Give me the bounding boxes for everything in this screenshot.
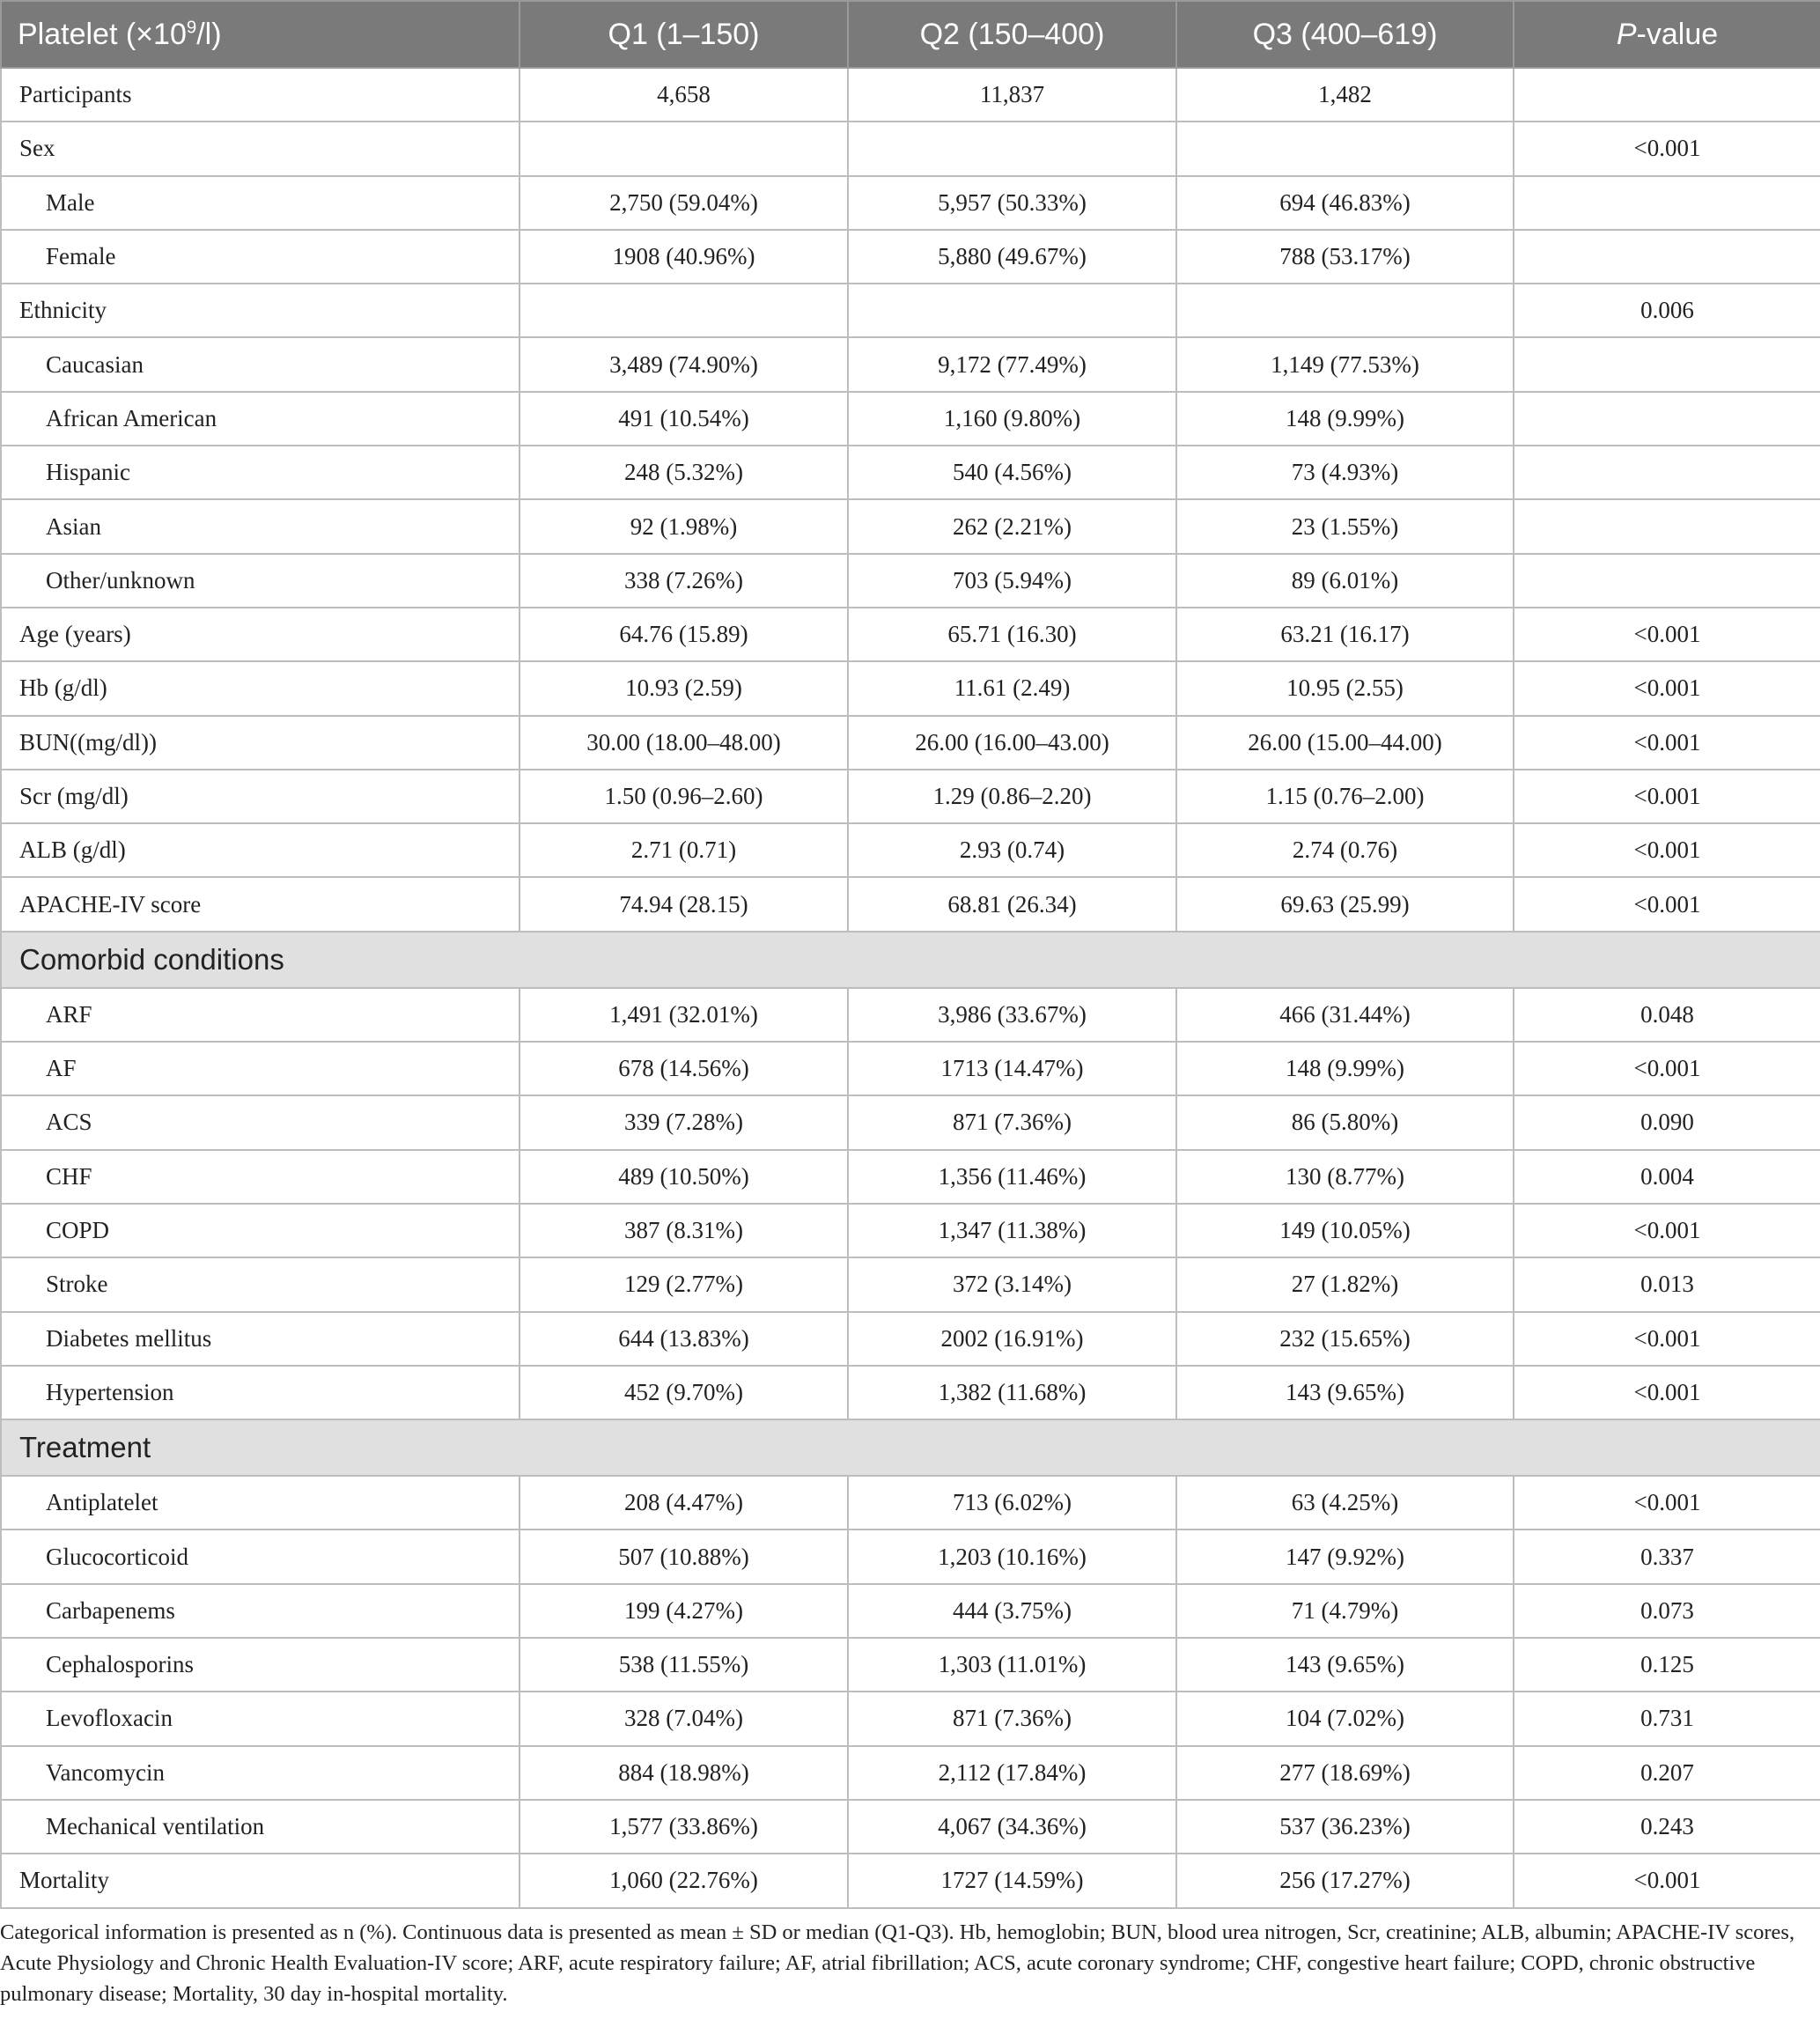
cell-p-value: <0.001 xyxy=(1514,1204,1820,1257)
cell-q1: 199 (4.27%) xyxy=(519,1584,848,1638)
cell-q2: 262 (2.21%) xyxy=(848,499,1176,553)
cell-p-value: <0.001 xyxy=(1514,1042,1820,1095)
cell-p-value: <0.001 xyxy=(1514,1854,1820,1907)
cell-q1: 338 (7.26%) xyxy=(519,554,848,608)
cell-q2: 2002 (16.91%) xyxy=(848,1312,1176,1366)
cell-q2: 26.00 (16.00–43.00) xyxy=(848,716,1176,770)
cell-q3: 788 (53.17%) xyxy=(1176,230,1514,284)
cell-q1: 491 (10.54%) xyxy=(519,392,848,446)
cell-q1: 1,491 (32.01%) xyxy=(519,988,848,1042)
cell-p-value xyxy=(1514,230,1820,284)
row-label: ACS xyxy=(1,1095,519,1149)
cell-q1: 129 (2.77%) xyxy=(519,1257,848,1311)
cell-q1: 339 (7.28%) xyxy=(519,1095,848,1149)
table-row xyxy=(1,1638,1820,1692)
cell-q1: 64.76 (15.89) xyxy=(519,608,848,661)
table-row xyxy=(1,1312,1820,1366)
table-header-row xyxy=(1,1,1820,68)
cell-q1: 884 (18.98%) xyxy=(519,1746,848,1800)
row-label: Other/unknown xyxy=(1,554,519,608)
cell-q1: 248 (5.32%) xyxy=(519,446,848,499)
cell-q1: 452 (9.70%) xyxy=(519,1366,848,1419)
cell-q1: 30.00 (18.00–48.00) xyxy=(519,716,848,770)
cell-q2: 1,303 (11.01%) xyxy=(848,1638,1176,1692)
cell-q1: 328 (7.04%) xyxy=(519,1692,848,1745)
cell-q3: 147 (9.92%) xyxy=(1176,1529,1514,1583)
row-label: Hispanic xyxy=(1,446,519,499)
row-label: Mechanical ventilation xyxy=(1,1800,519,1854)
table-row xyxy=(1,1476,1820,1529)
row-label: Levofloxacin xyxy=(1,1692,519,1745)
row-label: Hypertension xyxy=(1,1366,519,1419)
row-label: APACHE-IV score xyxy=(1,877,519,931)
cell-p-value: 0.073 xyxy=(1514,1584,1820,1638)
row-label: BUN((mg/dl)) xyxy=(1,716,519,770)
cell-q2: 372 (3.14%) xyxy=(848,1257,1176,1311)
cell-q3: 143 (9.65%) xyxy=(1176,1638,1514,1692)
table-row xyxy=(1,1204,1820,1257)
cell-q3: 277 (18.69%) xyxy=(1176,1746,1514,1800)
cell-q3: 63.21 (16.17) xyxy=(1176,608,1514,661)
table-row xyxy=(1,284,1820,337)
header-q2: Q2 (150–400) xyxy=(848,1,1176,68)
cell-p-value xyxy=(1514,499,1820,553)
cell-q1: 4,658 xyxy=(519,68,848,122)
cell-q1: 3,489 (74.90%) xyxy=(519,337,848,391)
cell-q2: 1,356 (11.46%) xyxy=(848,1150,1176,1204)
cell-p-value: <0.001 xyxy=(1514,661,1820,715)
cell-p-value xyxy=(1514,392,1820,446)
row-label: Hb (g/dl) xyxy=(1,661,519,715)
cell-q3: 23 (1.55%) xyxy=(1176,499,1514,553)
cell-q2 xyxy=(848,284,1176,337)
section-title: Treatment xyxy=(1,1419,1820,1476)
cell-q3: 104 (7.02%) xyxy=(1176,1692,1514,1745)
table-row xyxy=(1,823,1820,877)
cell-q2: 1,203 (10.16%) xyxy=(848,1529,1176,1583)
cell-p-value xyxy=(1514,176,1820,230)
cell-q3: 694 (46.83%) xyxy=(1176,176,1514,230)
cell-q2: 9,172 (77.49%) xyxy=(848,337,1176,391)
cell-q3: 148 (9.99%) xyxy=(1176,392,1514,446)
cell-q1: 1908 (40.96%) xyxy=(519,230,848,284)
table-row xyxy=(1,1746,1820,1800)
table-row xyxy=(1,337,1820,391)
cell-p-value: 0.090 xyxy=(1514,1095,1820,1149)
cell-q3: 148 (9.99%) xyxy=(1176,1042,1514,1095)
cell-q1: 2,750 (59.04%) xyxy=(519,176,848,230)
cell-p-value: <0.001 xyxy=(1514,770,1820,823)
cell-q2: 1,160 (9.80%) xyxy=(848,392,1176,446)
cell-q3: 27 (1.82%) xyxy=(1176,1257,1514,1311)
cell-q2: 703 (5.94%) xyxy=(848,554,1176,608)
cell-p-value: <0.001 xyxy=(1514,716,1820,770)
cell-q3 xyxy=(1176,122,1514,175)
cell-p-value xyxy=(1514,68,1820,122)
cell-q1 xyxy=(519,284,848,337)
cell-p-value: <0.001 xyxy=(1514,122,1820,175)
cell-q3: 232 (15.65%) xyxy=(1176,1312,1514,1366)
table-row xyxy=(1,988,1820,1042)
cell-q1: 92 (1.98%) xyxy=(519,499,848,553)
row-label: Ethnicity xyxy=(1,284,519,337)
row-label: Caucasian xyxy=(1,337,519,391)
cell-q2: 68.81 (26.34) xyxy=(848,877,1176,931)
cell-p-value: <0.001 xyxy=(1514,823,1820,877)
cell-q1: 538 (11.55%) xyxy=(519,1638,848,1692)
cell-q1: 489 (10.50%) xyxy=(519,1150,848,1204)
cell-q2: 540 (4.56%) xyxy=(848,446,1176,499)
table-row xyxy=(1,1150,1820,1204)
row-label: Scr (mg/dl) xyxy=(1,770,519,823)
cell-q2: 1.29 (0.86–2.20) xyxy=(848,770,1176,823)
cell-q3: 149 (10.05%) xyxy=(1176,1204,1514,1257)
cell-q3 xyxy=(1176,284,1514,337)
cell-p-value: 0.243 xyxy=(1514,1800,1820,1854)
table-row xyxy=(1,554,1820,608)
cell-q2: 5,880 (49.67%) xyxy=(848,230,1176,284)
cell-p-value: 0.207 xyxy=(1514,1746,1820,1800)
cell-q1: 2.71 (0.71) xyxy=(519,823,848,877)
table-row xyxy=(1,1692,1820,1745)
cell-q1: 678 (14.56%) xyxy=(519,1042,848,1095)
table-row xyxy=(1,1854,1820,1907)
row-label: Diabetes mellitus xyxy=(1,1312,519,1366)
cell-q1: 74.94 (28.15) xyxy=(519,877,848,931)
table-row xyxy=(1,1800,1820,1854)
cell-q1: 644 (13.83%) xyxy=(519,1312,848,1366)
cell-q3: 1,149 (77.53%) xyxy=(1176,337,1514,391)
cell-q2: 5,957 (50.33%) xyxy=(848,176,1176,230)
cell-q2: 444 (3.75%) xyxy=(848,1584,1176,1638)
cell-q1: 1,060 (22.76%) xyxy=(519,1854,848,1907)
cell-q3: 256 (17.27%) xyxy=(1176,1854,1514,1907)
table-row xyxy=(1,770,1820,823)
cell-q2: 1727 (14.59%) xyxy=(848,1854,1176,1907)
cell-p-value: 0.731 xyxy=(1514,1692,1820,1745)
row-label: ARF xyxy=(1,988,519,1042)
cell-q2: 1713 (14.47%) xyxy=(848,1042,1176,1095)
row-label: ALB (g/dl) xyxy=(1,823,519,877)
cell-q2: 1,382 (11.68%) xyxy=(848,1366,1176,1419)
cell-q3: 86 (5.80%) xyxy=(1176,1095,1514,1149)
cell-p-value xyxy=(1514,446,1820,499)
cell-q2: 871 (7.36%) xyxy=(848,1692,1176,1745)
cell-p-value: <0.001 xyxy=(1514,877,1820,931)
cell-q3: 89 (6.01%) xyxy=(1176,554,1514,608)
cell-p-value: <0.001 xyxy=(1514,1366,1820,1419)
cell-q1: 208 (4.47%) xyxy=(519,1476,848,1529)
table-row xyxy=(1,68,1820,122)
cell-q3: 466 (31.44%) xyxy=(1176,988,1514,1042)
cell-q2 xyxy=(848,122,1176,175)
cell-p-value: 0.004 xyxy=(1514,1150,1820,1204)
cell-q2: 11,837 xyxy=(848,68,1176,122)
cell-q3: 1,482 xyxy=(1176,68,1514,122)
cell-q2: 65.71 (16.30) xyxy=(848,608,1176,661)
cell-q1: 10.93 (2.59) xyxy=(519,661,848,715)
row-label: Antiplatelet xyxy=(1,1476,519,1529)
section-header-row xyxy=(1,932,1820,988)
cell-q2: 4,067 (34.36%) xyxy=(848,1800,1176,1854)
cell-q1: 1.50 (0.96–2.60) xyxy=(519,770,848,823)
row-label: Cephalosporins xyxy=(1,1638,519,1692)
cell-q3: 71 (4.79%) xyxy=(1176,1584,1514,1638)
cell-q3: 69.63 (25.99) xyxy=(1176,877,1514,931)
cell-q3: 1.15 (0.76–2.00) xyxy=(1176,770,1514,823)
table-row xyxy=(1,446,1820,499)
cell-q1: 1,577 (33.86%) xyxy=(519,1800,848,1854)
table-footnote: Categorical information is presented as n (%). Continuous data is presented as mean ± SD or median (Q1-Q3). Hb, hemoglobin; BUN, blood urea nitrogen, Scr, creatinine; ALB, albumin; APACHE-IV scores, Acute Physiology and Chronic Health Evaluation-IV score; ARF, acute respiratory failure; AF, atrial fibrillation; ACS, acute coronary syndrome; CHF, congestive heart failure; COPD, chronic obstructive pulmonary disease; Mortality, 30 day in-hospital mortality. xyxy=(0,1920,1795,2006)
row-label: African American xyxy=(1,392,519,446)
row-label: AF xyxy=(1,1042,519,1095)
row-label: Female xyxy=(1,230,519,284)
table-row xyxy=(1,1366,1820,1419)
table-row xyxy=(1,1584,1820,1638)
cell-q2: 2.93 (0.74) xyxy=(848,823,1176,877)
cell-p-value xyxy=(1514,554,1820,608)
header-p-value: P-value xyxy=(1514,1,1820,68)
cell-p-value: 0.125 xyxy=(1514,1638,1820,1692)
header-platelet: Platelet $(\times 10^9/l)$ xyxy=(1,1,519,68)
row-label: Asian xyxy=(1,499,519,553)
cell-p-value xyxy=(1514,337,1820,391)
table-row xyxy=(1,1529,1820,1583)
table-row xyxy=(1,122,1820,175)
cell-q3: 130 (8.77%) xyxy=(1176,1150,1514,1204)
cell-p-value: <0.001 xyxy=(1514,1312,1820,1366)
row-label: Mortality xyxy=(1,1854,519,1907)
row-label: Glucocorticoid xyxy=(1,1529,519,1583)
row-label: Carbapenems xyxy=(1,1584,519,1638)
cell-q2: 2,112 (17.84%) xyxy=(848,1746,1176,1800)
cell-p-value: 0.013 xyxy=(1514,1257,1820,1311)
cell-q2: 871 (7.36%) xyxy=(848,1095,1176,1149)
row-label: Participants xyxy=(1,68,519,122)
table-row xyxy=(1,608,1820,661)
cell-q2: 11.61 (2.49) xyxy=(848,661,1176,715)
table-row xyxy=(1,1257,1820,1311)
cell-p-value: <0.001 xyxy=(1514,1476,1820,1529)
cell-q1: 387 (8.31%) xyxy=(519,1204,848,1257)
row-label: Male xyxy=(1,176,519,230)
table-row xyxy=(1,877,1820,931)
cell-q3: 2.74 (0.76) xyxy=(1176,823,1514,877)
cell-q2: 3,986 (33.67%) xyxy=(848,988,1176,1042)
cell-p-value: 0.006 xyxy=(1514,284,1820,337)
section-header-row xyxy=(1,1419,1820,1476)
table-row xyxy=(1,716,1820,770)
table-row xyxy=(1,1042,1820,1095)
row-label: Age (years) xyxy=(1,608,519,661)
cell-q3: 26.00 (15.00–44.00) xyxy=(1176,716,1514,770)
table-row xyxy=(1,499,1820,553)
cell-q2: 713 (6.02%) xyxy=(848,1476,1176,1529)
cell-q3: 10.95 (2.55) xyxy=(1176,661,1514,715)
cell-q3: 73 (4.93%) xyxy=(1176,446,1514,499)
cell-q3: 143 (9.65%) xyxy=(1176,1366,1514,1419)
row-label: Vancomycin xyxy=(1,1746,519,1800)
cell-p-value: 0.337 xyxy=(1514,1529,1820,1583)
cell-q3: 537 (36.23%) xyxy=(1176,1800,1514,1854)
section-title: Comorbid conditions xyxy=(1,932,1820,988)
header-q1: Q1 (1–150) xyxy=(519,1,848,68)
row-label: COPD xyxy=(1,1204,519,1257)
row-label: Stroke xyxy=(1,1257,519,1311)
table-row xyxy=(1,1095,1820,1149)
table-row xyxy=(1,661,1820,715)
cell-q1: 507 (10.88%) xyxy=(519,1529,848,1583)
cell-p-value: <0.001 xyxy=(1514,608,1820,661)
table-row xyxy=(1,230,1820,284)
cell-q2: 1,347 (11.38%) xyxy=(848,1204,1176,1257)
cell-q3: 63 (4.25%) xyxy=(1176,1476,1514,1529)
table-row xyxy=(1,392,1820,446)
cell-q1 xyxy=(519,122,848,175)
table-row xyxy=(1,176,1820,230)
row-label: Sex xyxy=(1,122,519,175)
cell-p-value: 0.048 xyxy=(1514,988,1820,1042)
row-label: CHF xyxy=(1,1150,519,1204)
header-q3: Q3 (400–619) xyxy=(1176,1,1514,68)
